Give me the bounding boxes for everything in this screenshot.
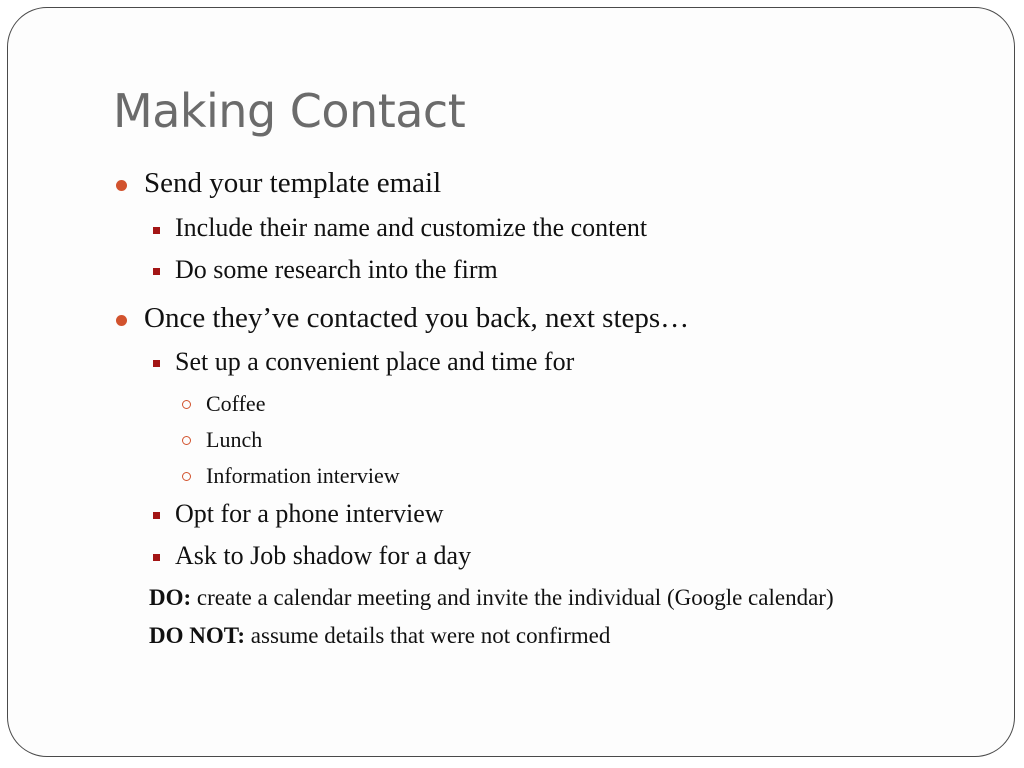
bullet-item: Ask to Job shadow for a day <box>175 541 472 570</box>
bullet-item: Opt for a phone interview <box>175 499 444 528</box>
bullet-square-icon <box>153 360 160 367</box>
bullet-square-icon <box>153 512 160 519</box>
donot-label: DO NOT: <box>149 623 246 648</box>
donot-note <box>149 623 610 649</box>
bullet-item: Set up a convenient place and time for <box>175 347 575 376</box>
donot-text: assume details that were not confirmed <box>245 623 611 648</box>
bullet-dot-icon <box>116 315 127 326</box>
do-note <box>149 585 834 611</box>
bullet-item: Lunch <box>206 427 263 452</box>
bullet-dot-icon <box>116 180 127 191</box>
bullet-item: Once they’ve contacted you back, next steps… <box>144 302 690 334</box>
bullet-item: Do some research into the firm <box>175 255 498 284</box>
do-label: DO: <box>149 585 192 610</box>
bullet-item: Include their name and customize the content <box>175 213 648 242</box>
bullet-square-icon <box>153 554 160 561</box>
bullet-item: Coffee <box>206 391 266 416</box>
bullet-square-icon <box>153 227 160 234</box>
bullet-item: Send your template email <box>144 167 442 199</box>
slide-title: Making Contact <box>113 84 466 138</box>
bullet-circle-icon <box>182 472 191 481</box>
bullet-circle-icon <box>182 400 191 409</box>
bullet-item: Information interview <box>206 463 400 488</box>
do-text: create a calendar meeting and invite the individual (Google calendar) <box>191 585 834 610</box>
bullet-square-icon <box>153 268 160 275</box>
bullet-circle-icon <box>182 436 191 445</box>
